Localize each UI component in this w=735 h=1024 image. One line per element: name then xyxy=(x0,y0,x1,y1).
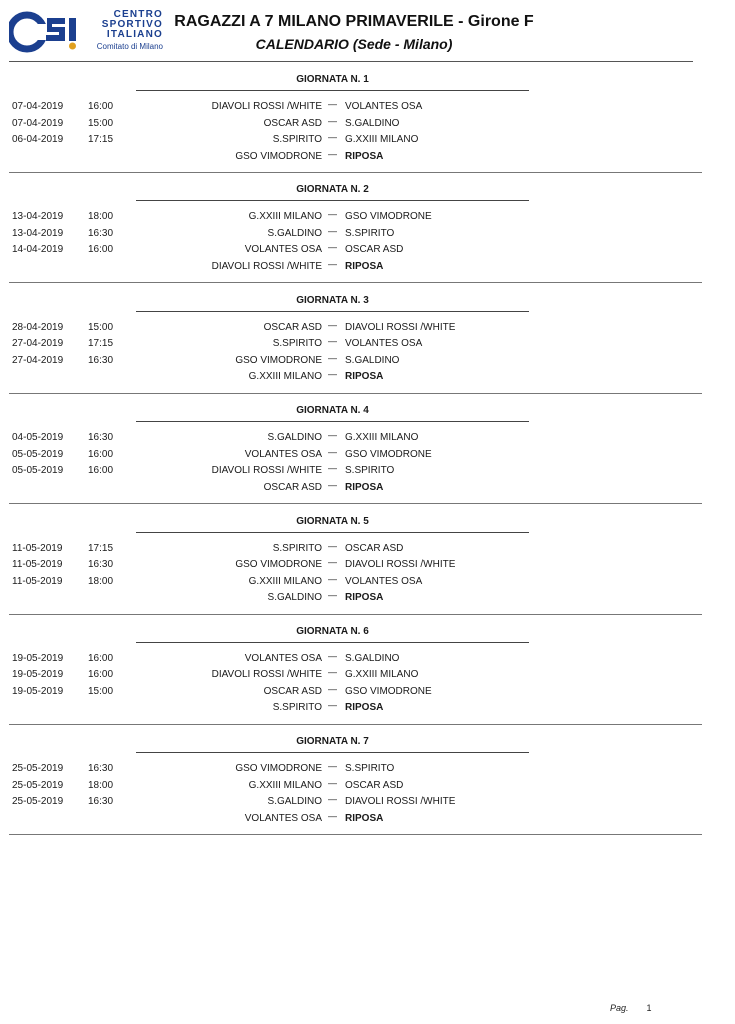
home-team: DIAVOLI ROSSI /WHITE xyxy=(211,101,322,112)
match-row xyxy=(9,479,702,498)
match-row xyxy=(9,371,702,387)
home-team: S.SPIRITO xyxy=(272,542,322,554)
logo-text xyxy=(85,10,163,52)
home-team: OSCAR ASD xyxy=(263,321,322,333)
versus-dash: — xyxy=(328,557,337,568)
round-section xyxy=(9,616,702,725)
round-section xyxy=(9,285,702,394)
versus-dash: — xyxy=(328,540,337,551)
rest-label: RIPOSA xyxy=(345,702,384,714)
versus-dash: — xyxy=(328,99,337,109)
round-title-underline xyxy=(136,532,529,533)
round-title: GIORNATA N. 2 xyxy=(296,184,369,196)
match-row xyxy=(9,319,702,338)
match-date: 13-04-2019 xyxy=(12,211,64,223)
match-row xyxy=(9,465,702,481)
round-title: GIORNATA N. 7 xyxy=(296,736,369,748)
match-date: 05-05-2019 xyxy=(12,448,64,460)
versus-dash: — xyxy=(328,650,337,661)
match-date: 07-04-2019 xyxy=(12,117,64,129)
round-section xyxy=(9,64,702,173)
home-team: VOLANTES OSA xyxy=(244,652,322,664)
rest-label: RIPOSA xyxy=(345,812,384,824)
match-row xyxy=(9,446,702,465)
home-team: S.GALDINO xyxy=(267,432,322,444)
csi-logo xyxy=(9,9,163,54)
rest-label: RIPOSA xyxy=(345,592,384,604)
match-time: 16:00 xyxy=(88,652,114,664)
match-time: 16:30 xyxy=(88,432,114,444)
logo-line-1: CENTRO xyxy=(113,9,163,20)
match-date: 27-04-2019 xyxy=(12,354,64,366)
match-date: 27-04-2019 xyxy=(12,338,64,350)
versus-dash: — xyxy=(328,336,337,347)
versus-dash: — xyxy=(328,115,337,126)
round-title-underline xyxy=(136,200,529,201)
match-row xyxy=(9,352,702,371)
match-row xyxy=(9,763,702,779)
logo-line-2: SPORTIVO xyxy=(101,19,163,30)
page-number: 1 xyxy=(646,1003,652,1013)
home-team: DIAVOLI ROSSI /WHITE xyxy=(211,669,322,681)
versus-dash: — xyxy=(328,209,337,220)
round-title: GIORNATA N. 4 xyxy=(296,405,369,417)
match-time: 16:00 xyxy=(88,465,114,477)
home-team: G.XXIII MILANO xyxy=(248,779,322,791)
match-time: 16:00 xyxy=(88,244,114,256)
away-team: G.XXIII MILANO xyxy=(345,134,419,145)
versus-dash: — xyxy=(328,573,337,584)
home-team: DIAVOLI ROSSI /WHITE xyxy=(211,465,322,477)
rest-label: RIPOSA xyxy=(345,260,384,272)
away-team: S.GALDINO xyxy=(345,117,400,129)
round-title-underline xyxy=(136,90,529,91)
versus-dash: — xyxy=(328,463,337,474)
match-row xyxy=(9,148,702,167)
away-team: S.GALDINO xyxy=(345,354,400,366)
away-team: GSO VIMODRONE xyxy=(345,685,432,697)
away-team: OSCAR ASD xyxy=(345,542,404,554)
versus-dash: — xyxy=(328,761,337,772)
match-date: 28-04-2019 xyxy=(12,321,64,333)
home-team: S.SPIRITO xyxy=(272,134,322,145)
home-team: GSO VIMODRONE xyxy=(235,354,322,366)
match-row xyxy=(9,592,702,608)
versus-dash: — xyxy=(328,683,337,694)
match-time: 16:30 xyxy=(88,354,114,366)
away-team: OSCAR ASD xyxy=(345,244,404,256)
match-date: 13-04-2019 xyxy=(12,227,64,239)
match-row xyxy=(9,669,702,685)
match-time: 17:15 xyxy=(88,134,114,145)
home-team: VOLANTES OSA xyxy=(244,244,322,256)
rest-label: RIPOSA xyxy=(345,371,384,383)
away-team: G.XXIII MILANO xyxy=(345,669,419,681)
round-title: GIORNATA N. 1 xyxy=(296,74,369,85)
away-team: S.SPIRITO xyxy=(345,763,395,775)
versus-dash: — xyxy=(328,430,337,441)
home-team: OSCAR ASD xyxy=(263,685,322,697)
match-row xyxy=(9,244,702,260)
away-team: S.GALDINO xyxy=(345,652,400,664)
match-date: 14-04-2019 xyxy=(12,244,64,256)
match-time: 16:30 xyxy=(88,796,114,808)
match-date: 11-05-2019 xyxy=(12,542,63,554)
match-time: 17:15 xyxy=(88,338,114,350)
match-time: 16:30 xyxy=(88,559,114,571)
round-title: GIORNATA N. 6 xyxy=(296,625,369,637)
match-row xyxy=(9,115,702,134)
header-divider xyxy=(9,61,693,62)
round-title-underline xyxy=(136,311,529,312)
match-row xyxy=(9,650,702,669)
home-team: S.GALDINO xyxy=(267,227,322,239)
match-date: 19-05-2019 xyxy=(12,669,64,681)
home-team: GSO VIMODRONE xyxy=(235,559,322,571)
round-title: GIORNATA N. 5 xyxy=(296,515,369,527)
match-row xyxy=(9,101,702,117)
csi-emblem-icon xyxy=(9,10,83,54)
home-team: G.XXIII MILANO xyxy=(248,575,322,587)
versus-dash: — xyxy=(328,258,337,269)
home-team: S.SPIRITO xyxy=(272,338,322,350)
page-footer xyxy=(610,1003,652,1013)
versus-dash: — xyxy=(328,667,337,678)
match-row xyxy=(9,540,702,559)
match-date: 04-05-2019 xyxy=(12,432,64,444)
versus-dash: — xyxy=(328,590,337,601)
away-team: DIAVOLI ROSSI /WHITE xyxy=(345,796,456,808)
versus-dash: — xyxy=(328,810,337,821)
match-row xyxy=(9,683,702,702)
versus-dash: — xyxy=(328,242,337,253)
match-row xyxy=(9,211,702,227)
home-team: OSCAR ASD xyxy=(263,481,322,493)
rest-label: RIPOSA xyxy=(345,481,384,493)
match-row xyxy=(9,777,702,796)
match-row xyxy=(9,258,702,277)
home-team: S.SPIRITO xyxy=(272,702,322,714)
match-row xyxy=(9,810,702,829)
versus-dash: — xyxy=(328,700,337,711)
versus-dash: — xyxy=(328,777,337,788)
match-row xyxy=(9,559,702,575)
versus-dash: — xyxy=(328,446,337,457)
versus-dash: — xyxy=(328,132,337,142)
home-team: S.GALDINO xyxy=(267,796,322,808)
round-title-underline xyxy=(136,421,529,422)
away-team: VOLANTES OSA xyxy=(345,575,423,587)
round-section xyxy=(9,726,702,835)
page-header xyxy=(0,0,735,62)
away-team: VOLANTES OSA xyxy=(345,101,423,112)
away-team: GSO VIMODRONE xyxy=(345,211,432,223)
round-section xyxy=(9,395,702,504)
page-subtitle: CALENDARIO (Sede - Milano) xyxy=(255,36,453,52)
match-row xyxy=(9,573,702,592)
match-date: 25-05-2019 xyxy=(12,779,64,791)
versus-dash: — xyxy=(328,352,337,363)
rounds-list xyxy=(0,64,735,837)
home-team: G.XXIII MILANO xyxy=(248,371,322,383)
match-time: 15:00 xyxy=(88,321,114,333)
match-date: 07-04-2019 xyxy=(12,101,64,112)
page-label: Pag. xyxy=(610,1003,629,1013)
round-title-underline xyxy=(136,642,529,643)
logo-line-3: ITALIANO xyxy=(106,29,163,40)
round-section xyxy=(9,174,702,283)
match-row xyxy=(9,432,702,448)
page-title: RAGAZZI A 7 MILANO PRIMAVERILE - Girone F xyxy=(174,13,534,30)
match-time: 15:00 xyxy=(88,685,114,697)
versus-dash: — xyxy=(328,794,337,805)
versus-dash: — xyxy=(328,369,337,380)
logo-committee: Comitato di Milano xyxy=(96,42,163,51)
match-date: 06-04-2019 xyxy=(12,134,64,145)
match-time: 16:00 xyxy=(88,669,114,681)
versus-dash: — xyxy=(328,479,337,490)
home-team: DIAVOLI ROSSI /WHITE xyxy=(211,260,322,272)
match-time: 16:30 xyxy=(88,227,114,239)
away-team: VOLANTES OSA xyxy=(345,338,423,350)
match-date: 25-05-2019 xyxy=(12,763,64,775)
home-team: VOLANTES OSA xyxy=(244,812,322,824)
match-date: 19-05-2019 xyxy=(12,652,64,664)
away-team: DIAVOLI ROSSI /WHITE xyxy=(345,321,456,333)
round-title: GIORNATA N. 3 xyxy=(296,294,369,306)
versus-dash: — xyxy=(328,225,337,236)
match-time: 15:00 xyxy=(88,117,114,129)
away-team: GSO VIMODRONE xyxy=(345,448,432,460)
match-time: 18:00 xyxy=(88,779,114,791)
match-row xyxy=(9,796,702,812)
match-row xyxy=(9,225,702,244)
match-date: 19-05-2019 xyxy=(12,685,64,697)
match-time: 16:00 xyxy=(88,448,114,460)
rest-label: RIPOSA xyxy=(345,150,384,162)
away-team: DIAVOLI ROSSI /WHITE xyxy=(345,559,456,571)
match-date: 11-05-2019 xyxy=(12,575,63,587)
versus-dash: — xyxy=(328,148,337,159)
match-date: 11-05-2019 xyxy=(12,559,63,571)
away-team: G.XXIII MILANO xyxy=(345,432,419,444)
home-team: GSO VIMODRONE xyxy=(235,763,322,775)
round-title-underline xyxy=(136,752,529,753)
away-team: OSCAR ASD xyxy=(345,779,404,791)
match-time: 18:00 xyxy=(88,211,114,223)
match-row xyxy=(9,702,702,718)
versus-dash: — xyxy=(328,319,337,330)
home-team: S.GALDINO xyxy=(267,592,322,604)
away-team: S.SPIRITO xyxy=(345,227,395,239)
away-team: S.SPIRITO xyxy=(345,465,395,477)
home-team: VOLANTES OSA xyxy=(244,448,322,460)
match-date: 25-05-2019 xyxy=(12,796,64,808)
match-row xyxy=(9,338,702,354)
match-time: 18:00 xyxy=(88,575,114,587)
match-date: 05-05-2019 xyxy=(12,465,64,477)
round-section xyxy=(9,506,702,615)
match-time: 17:15 xyxy=(88,542,114,554)
match-row xyxy=(9,134,702,150)
home-team: OSCAR ASD xyxy=(263,117,322,129)
match-time: 16:30 xyxy=(88,763,114,775)
match-time: 16:00 xyxy=(88,101,114,112)
home-team: G.XXIII MILANO xyxy=(248,211,322,223)
home-team: GSO VIMODRONE xyxy=(235,150,322,162)
